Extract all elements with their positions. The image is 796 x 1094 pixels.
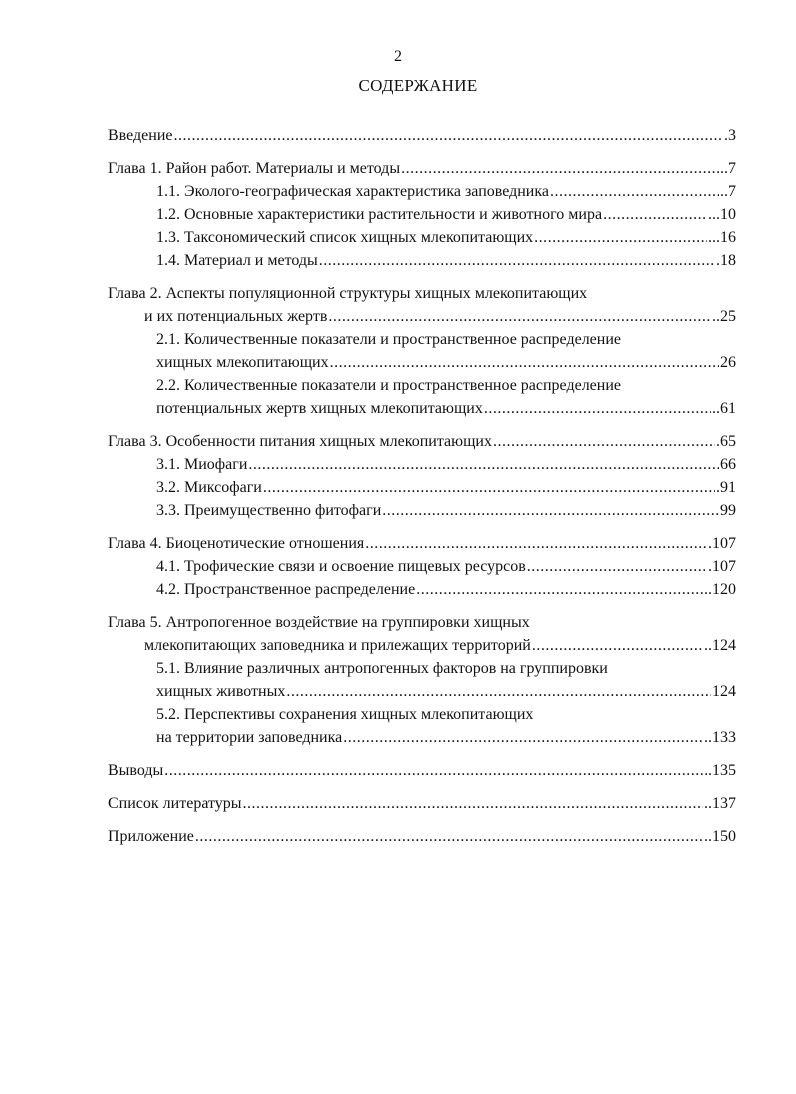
toc-entry-page: .107: [708, 535, 736, 552]
toc-entry-page: ..61: [712, 400, 736, 417]
toc-entry-label: Глава 4. Биоценотические отношения: [108, 535, 365, 552]
toc-entry-page: .65: [716, 433, 736, 450]
toc-entry-section-1-4[interactable]: [108, 249, 736, 272]
dot-leader: [416, 578, 703, 601]
toc-entry-label: 1.3. Таксономический список хищных млекопитающих: [156, 229, 534, 246]
toc-entry-label: хищных животных: [156, 683, 286, 700]
toc-entry-section-4-1[interactable]: [108, 555, 736, 578]
dot-leader: [534, 226, 707, 249]
toc-entry-label: Введение: [108, 127, 173, 144]
dot-leader: [343, 726, 703, 749]
toc-entry-section-1-3[interactable]: [108, 226, 736, 249]
toc-entry-chapter-1[interactable]: [108, 157, 736, 180]
toc-entry-label: 1.4. Материал и методы: [156, 252, 318, 269]
dot-leader: [286, 680, 711, 703]
dot-leader: [319, 249, 715, 272]
toc-entry-label: Приложение: [108, 828, 194, 845]
toc-entry-page: ..133: [704, 729, 736, 746]
toc-entry-label: 3.1. Миофаги: [156, 456, 248, 473]
page-number: 2: [394, 48, 402, 65]
toc-entry-page: ..7: [720, 183, 736, 200]
toc-entry-section-5-2-title: 5.2. Перспективы сохранения хищных млекопитающих: [156, 706, 534, 723]
toc-entry-chapter-2-title: Глава 2. Аспекты популяционной структуры хищных млекопитающих: [108, 285, 588, 302]
toc-entry-section-5-1-title: 5.1. Влияние различных антропогенных факторов на группировки: [156, 660, 608, 677]
toc-entry-section-2-1-title: 2.1. Количественные показатели и пространственное распределение: [156, 331, 621, 348]
toc-entry-section-2-1[interactable]: [108, 351, 736, 374]
toc-entry-section-3-2[interactable]: [108, 476, 736, 499]
dot-leader: [330, 351, 719, 374]
toc-entry-label: на территории заповедника: [156, 729, 343, 746]
toc-entry-page: ...16: [708, 229, 736, 246]
dot-leader: [243, 792, 703, 815]
dot-leader: [550, 180, 719, 203]
dot-leader: [263, 476, 715, 499]
toc-entry-label: Выводы: [108, 762, 164, 779]
toc-entry-chapter-4[interactable]: [108, 532, 736, 555]
toc-entry-label: хищных млекопитающих: [156, 354, 329, 371]
toc-entry-section-3-1[interactable]: [108, 453, 736, 476]
toc-entry-page: 99: [720, 502, 736, 519]
dot-leader: [164, 759, 707, 782]
toc-entry-label: Глава 1. Район работ. Материалы и методы: [108, 160, 401, 177]
toc-entry-label: потенциальных жертв хищных млекопитающих: [156, 400, 483, 417]
toc-entry-appendix[interactable]: [108, 825, 736, 848]
toc-entry-label: 4.2. Пространственное распределение: [156, 581, 416, 598]
dot-leader: [365, 532, 707, 555]
toc-title: СОДЕРЖАНИЕ: [358, 76, 478, 95]
toc-entry-section-3-3[interactable]: [108, 499, 736, 522]
toc-entry-conclusions[interactable]: [108, 759, 736, 782]
toc-entry-page: .107: [708, 558, 736, 575]
toc-entry-chapter-3[interactable]: [108, 430, 736, 453]
toc-entry-references[interactable]: [108, 792, 736, 815]
toc-entry-page: .135: [708, 762, 736, 779]
toc-entry-page: ..124: [704, 637, 736, 654]
toc-entry-page: .3: [724, 127, 736, 144]
toc-entry-page: 66: [720, 456, 736, 473]
dot-leader: [401, 157, 719, 180]
dot-leader: [174, 124, 724, 147]
toc-entry-page: ..7: [720, 160, 736, 177]
toc-entry-chapter-5[interactable]: [108, 634, 736, 657]
toc-entry-chapter-5-title: Глава 5. Антропогенное воздействие на группировки хищных: [108, 614, 530, 631]
toc-entry-section-5-1[interactable]: [108, 680, 736, 703]
toc-entry-page: ..137: [704, 795, 736, 812]
toc-entry-label: Глава 3. Особенности питания хищных млекопитающих: [108, 433, 492, 450]
toc-entry-introduction[interactable]: [108, 124, 736, 147]
dot-leader: [603, 203, 707, 226]
dot-leader: [527, 555, 707, 578]
toc-entry-page: .18: [716, 252, 736, 269]
toc-entry-section-5-2[interactable]: [108, 726, 736, 749]
toc-entry-page: .91: [716, 479, 736, 496]
toc-entry-page: ..25: [712, 308, 736, 325]
dot-leader: [248, 453, 719, 476]
toc-entry-label: млекопитающих заповедника и прилежащих территорий: [144, 637, 531, 654]
toc-entry-page: 124: [712, 683, 736, 700]
toc-entry-page: 26: [720, 354, 736, 371]
toc-entry-page: ..120: [704, 581, 736, 598]
toc-entry-page: ..150: [704, 828, 736, 845]
toc-entry-label: 3.3. Преимущественно фитофаги: [156, 502, 382, 519]
toc-entry-label: 1.2. Основные характеристики растительности и животного мира: [156, 206, 603, 223]
dot-leader: [195, 825, 703, 848]
toc-entry-label: 4.1. Трофические связи и освоение пищевых ресурсов: [156, 558, 526, 575]
toc-entry-page: ...10: [708, 206, 736, 223]
toc-entry-section-1-2[interactable]: [108, 203, 736, 226]
toc-entry-label: 3.2. Миксофаги: [156, 479, 262, 496]
dot-leader: [484, 397, 711, 420]
dot-leader: [493, 430, 715, 453]
toc-entry-section-1-1[interactable]: [108, 180, 736, 203]
toc-entry-label: и их потенциальных жертв: [144, 308, 328, 325]
table-of-contents: [108, 124, 736, 848]
toc-entry-section-2-2-title: 2.2. Количественные показатели и пространственное распределение: [156, 377, 621, 394]
dot-leader: [382, 499, 719, 522]
toc-entry-label: Список литературы: [108, 795, 242, 812]
dot-leader: [532, 634, 703, 657]
toc-entry-section-2-2[interactable]: [108, 397, 736, 420]
toc-entry-label: 1.1. Эколого-географическая характеристика заповедника: [156, 183, 549, 200]
toc-entry-chapter-2[interactable]: [108, 305, 736, 328]
dot-leader: [328, 305, 711, 328]
toc-entry-section-4-2[interactable]: [108, 578, 736, 601]
